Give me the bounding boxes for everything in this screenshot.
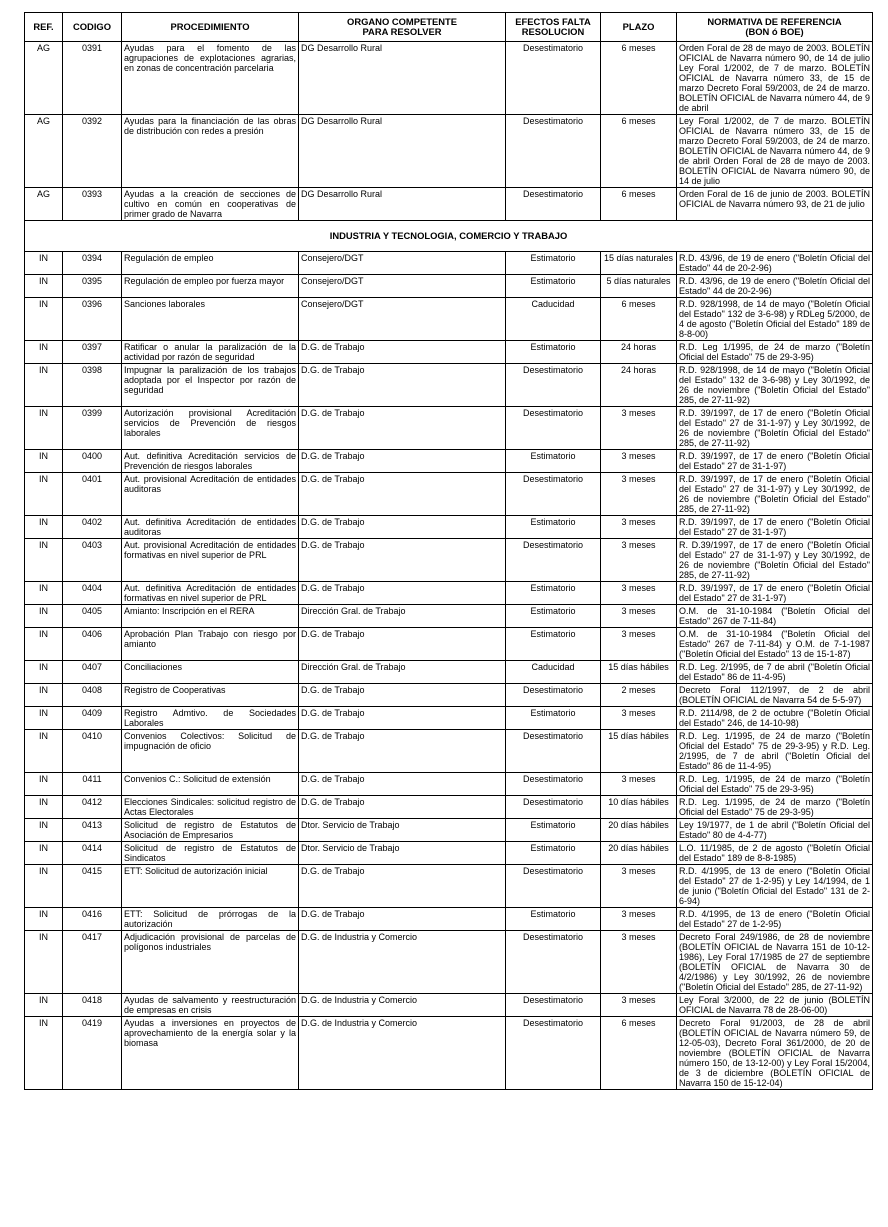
cell-normativa: O.M. de 31-10-1984 ("Boletín Oficial del Estado" 267 de 7-11-84) y O.M. de 7-1-1987 ("Boletín Oficial del Estado" 13 de 15-1-87) (677, 628, 873, 661)
cell-procedimiento: Ayudas a la creación de secciones de cultivo en común en cooperativas de primer grado de Navarra (122, 188, 299, 221)
table-row (25, 994, 873, 1017)
cell-ref: IN (25, 473, 63, 516)
header-ref: REF. (25, 13, 63, 42)
cell-normativa: R.D. 39/1997, de 17 de enero ("Boletín Oficial del Estado" 27 de 31-1-97) (677, 516, 873, 539)
cell-efectos: Estimatorio (506, 819, 601, 842)
table-row (25, 842, 873, 865)
cell-procedimiento: Ayudas de salvamento y reestructuración de empresas en crisis (122, 994, 299, 1017)
cell-organo: D.G. de Trabajo (299, 908, 506, 931)
cell-organo: D.G. de Industria y Comercio (299, 994, 506, 1017)
cell-organo: D.G. de Trabajo (299, 707, 506, 730)
cell-efectos: Estimatorio (506, 628, 601, 661)
cell-ref: IN (25, 407, 63, 450)
cell-normativa: O.M. de 31-10-1984 ("Boletín Oficial del Estado" 267 de 7-11-84) (677, 605, 873, 628)
cell-ref: IN (25, 773, 63, 796)
cell-procedimiento: Convenios C.: Solicitud de extensión (122, 773, 299, 796)
cell-normativa: Decreto Foral 91/2003, de 28 de abril (BOLETÍN OFICIAL de Navarra número 59, de 12-05-03), Decreto Foral 361/2000, de 20 de noviembre (BOLETÍN OFICIAL de Navarra número 150, de 13-12-00) y Ley Foral 15/2004, de 3 de diciembre (BOLETÍN OFICIAL de Navarra 150 de 15-12-04) (677, 1017, 873, 1090)
table-row (25, 516, 873, 539)
table-header-row (25, 13, 873, 42)
cell-procedimiento: Ayudas para el fomento de las agrupaciones de explotaciones agrarias, en zonas de concentración parcelaria (122, 42, 299, 115)
cell-normativa: Ley 19/1977, de 1 de abril ("Boletín Oficial del Estado" 80 de 4-4-77) (677, 819, 873, 842)
table-row (25, 628, 873, 661)
cell-plazo: 15 días hábiles (601, 730, 677, 773)
cell-organo: Dirección Gral. de Trabajo (299, 605, 506, 628)
cell-plazo: 3 meses (601, 773, 677, 796)
table-row (25, 188, 873, 221)
table-row (25, 773, 873, 796)
cell-codigo: 0406 (63, 628, 122, 661)
cell-organo: D.G. de Trabajo (299, 684, 506, 707)
cell-efectos: Estimatorio (506, 908, 601, 931)
cell-ref: IN (25, 364, 63, 407)
cell-efectos: Desestimatorio (506, 539, 601, 582)
cell-efectos: Estimatorio (506, 252, 601, 275)
cell-procedimiento: Registro de Cooperativas (122, 684, 299, 707)
cell-efectos: Estimatorio (506, 707, 601, 730)
procedures-table (24, 12, 873, 1090)
cell-plazo: 3 meses (601, 628, 677, 661)
cell-organo: D.G. de Trabajo (299, 341, 506, 364)
cell-organo: D.G. de Trabajo (299, 773, 506, 796)
cell-procedimiento: Ayudas a inversiones en proyectos de aprovechamiento de la energía solar y la biomasa (122, 1017, 299, 1090)
header-procedimiento: PROCEDIMIENTO (122, 13, 299, 42)
cell-normativa: Decreto Foral 112/1997, de 2 de abril (BOLETÍN OFICIAL de Navarra 54 de 5-5-97) (677, 684, 873, 707)
cell-codigo: 0407 (63, 661, 122, 684)
cell-organo: D.G. de Trabajo (299, 539, 506, 582)
cell-codigo: 0404 (63, 582, 122, 605)
cell-plazo: 15 días naturales (601, 252, 677, 275)
cell-organo: D.G. de Trabajo (299, 473, 506, 516)
cell-normativa: R.D. 39/1997, de 17 de enero ("Boletín Oficial del Estado" 27 de 31-1-97) (677, 450, 873, 473)
cell-plazo: 24 horas (601, 341, 677, 364)
table-row (25, 661, 873, 684)
table-row (25, 605, 873, 628)
cell-procedimiento: ETT: Solicitud de prórrogas de la autorización (122, 908, 299, 931)
cell-plazo: 6 meses (601, 115, 677, 188)
section-title: INDUSTRIA Y TECNOLOGIA, COMERCIO Y TRABAJO (25, 221, 873, 252)
cell-procedimiento: Conciliaciones (122, 661, 299, 684)
cell-ref: IN (25, 819, 63, 842)
cell-plazo: 5 días naturales (601, 275, 677, 298)
cell-plazo: 3 meses (601, 407, 677, 450)
table-row (25, 407, 873, 450)
cell-ref: IN (25, 582, 63, 605)
cell-efectos: Desestimatorio (506, 473, 601, 516)
cell-codigo: 0400 (63, 450, 122, 473)
cell-efectos: Desestimatorio (506, 1017, 601, 1090)
cell-organo: Dirección Gral. de Trabajo (299, 661, 506, 684)
table-row (25, 42, 873, 115)
cell-organo: D.G. de Trabajo (299, 364, 506, 407)
cell-procedimiento: Aut. provisional Acreditación de entidades auditoras (122, 473, 299, 516)
cell-normativa: Orden Foral de 28 de mayo de 2003. BOLETÍN OFICIAL de Navarra número 90, de 14 de julio Ley Foral 1/2002, de 7 de marzo. BOLETÍN OFICIAL de Navarra número 33, de 15 de marzo Decreto Foral 59/2003, de 24 de marzo. BOLETÍN OFICIAL de Navarra número 44, de 9 de abril (677, 42, 873, 115)
cell-organo: DG Desarrollo Rural (299, 42, 506, 115)
cell-efectos: Estimatorio (506, 842, 601, 865)
table-row (25, 707, 873, 730)
table-row (25, 684, 873, 707)
cell-normativa: R. D.39/1997, de 17 de enero ("Boletín Oficial del Estado" 27 de 31-1-97) y Ley 30/1992, de 26 de noviembre ("Boletín Oficial del Estado" 285, de 27-11-92) (677, 539, 873, 582)
document-page (24, 12, 872, 1090)
cell-procedimiento: Aut. definitiva Acreditación servicios de Prevención de riesgos laborales (122, 450, 299, 473)
table-row (25, 819, 873, 842)
table-row (25, 582, 873, 605)
cell-ref: IN (25, 605, 63, 628)
cell-organo: Dtor. Servicio de Trabajo (299, 819, 506, 842)
cell-procedimiento: Aut. definitiva Acreditación de entidades auditoras (122, 516, 299, 539)
cell-codigo: 0393 (63, 188, 122, 221)
cell-organo: DG Desarrollo Rural (299, 188, 506, 221)
cell-normativa: R.D. Leg. 2/1995, de 7 de abril ("Boletín Oficial del Estado" 86 de 11-4-95) (677, 661, 873, 684)
table-row (25, 473, 873, 516)
cell-plazo: 10 días hábiles (601, 796, 677, 819)
cell-plazo: 3 meses (601, 908, 677, 931)
cell-ref: AG (25, 115, 63, 188)
cell-plazo: 3 meses (601, 605, 677, 628)
cell-ref: IN (25, 684, 63, 707)
cell-normativa: R.D. Leg. 1/1995, de 24 de marzo ("Boletín Oficial del Estado" 75 de 29-3-95) (677, 796, 873, 819)
cell-normativa: Decreto Foral 249/1986, de 28 de noviembre (BOLETÍN OFICIAL de Navarra 151 de 10-12-1986), Ley Foral 17/1985 de 27 de septiembre (BOLETÍN OFICIAL de Navarra 30 de 4/2/1986) y Ley 30/1992, 26 de noviembre ("Boletín Oficial del Estado" 285, de 27-11-92) (677, 931, 873, 994)
cell-efectos: Caducidad (506, 298, 601, 341)
cell-procedimiento: Solicitud de registro de Estatutos de Sindicatos (122, 842, 299, 865)
cell-codigo: 0417 (63, 931, 122, 994)
cell-plazo: 20 días hábiles (601, 842, 677, 865)
cell-codigo: 0419 (63, 1017, 122, 1090)
header-efectos: EFECTOS FALTA RESOLUCION (506, 13, 601, 42)
header-organo: ORGANO COMPETENTE PARA RESOLVER (299, 13, 506, 42)
cell-codigo: 0415 (63, 865, 122, 908)
cell-organo: D.G. de Industria y Comercio (299, 1017, 506, 1090)
cell-plazo: 3 meses (601, 582, 677, 605)
cell-ref: IN (25, 252, 63, 275)
cell-plazo: 3 meses (601, 450, 677, 473)
cell-ref: IN (25, 298, 63, 341)
cell-procedimiento: Aut. definitiva Acreditación de entidades formativas en nivel superior de PRL (122, 582, 299, 605)
cell-plazo: 3 meses (601, 516, 677, 539)
cell-codigo: 0418 (63, 994, 122, 1017)
cell-procedimiento: Sanciones laborales (122, 298, 299, 341)
cell-organo: D.G. de Trabajo (299, 730, 506, 773)
cell-codigo: 0409 (63, 707, 122, 730)
cell-normativa: R.D. 39/1997, de 17 de enero ("Boletín Oficial del Estado" 27 de 31-1-97) y Ley 30/1992, de 26 de noviembre ("Boletín Oficial del Estado" 285, de 27-11-92) (677, 407, 873, 450)
cell-normativa: R.D. Leg. 1/1995, de 24 de marzo ("Boletín Oficial del Estado" 75 de 29-3-95) y R.D. Leg. 2/1995, de 7 de abril ("Boletín Oficial del Estado" 86 de 11-4-95) (677, 730, 873, 773)
table-row (25, 252, 873, 275)
cell-codigo: 0391 (63, 42, 122, 115)
cell-ref: AG (25, 42, 63, 115)
cell-codigo: 0399 (63, 407, 122, 450)
cell-organo: D.G. de Trabajo (299, 796, 506, 819)
cell-codigo: 0398 (63, 364, 122, 407)
table-row (25, 341, 873, 364)
cell-plazo: 24 horas (601, 364, 677, 407)
cell-ref: IN (25, 796, 63, 819)
cell-plazo: 6 meses (601, 1017, 677, 1090)
cell-codigo: 0416 (63, 908, 122, 931)
cell-ref: IN (25, 931, 63, 994)
cell-efectos: Desestimatorio (506, 684, 601, 707)
cell-procedimiento: ETT: Solicitud de autorización inicial (122, 865, 299, 908)
cell-codigo: 0394 (63, 252, 122, 275)
cell-efectos: Estimatorio (506, 341, 601, 364)
cell-plazo: 6 meses (601, 188, 677, 221)
cell-ref: IN (25, 730, 63, 773)
cell-plazo: 15 días hábiles (601, 661, 677, 684)
cell-codigo: 0414 (63, 842, 122, 865)
cell-ref: IN (25, 865, 63, 908)
cell-codigo: 0412 (63, 796, 122, 819)
cell-ref: IN (25, 842, 63, 865)
cell-procedimiento: Solicitud de registro de Estatutos de Asociación de Empresarios (122, 819, 299, 842)
cell-plazo: 3 meses (601, 473, 677, 516)
cell-normativa: R.D. 43/96, de 19 de enero ("Boletín Oficial del Estado" 44 de 20-2-96) (677, 252, 873, 275)
cell-organo: D.G. de Trabajo (299, 582, 506, 605)
cell-codigo: 0402 (63, 516, 122, 539)
cell-efectos: Desestimatorio (506, 364, 601, 407)
cell-normativa: R.D. 928/1998, de 14 de mayo ("Boletín Oficial del Estado" 132 de 3-6-98) y Ley 30/1992, de 26 de noviembre ("Boletín Oficial del Estado" 285, de 27-11-92) (677, 364, 873, 407)
cell-ref: IN (25, 450, 63, 473)
table-body-ag (25, 42, 873, 221)
cell-normativa: R.D. 928/1998, de 14 de mayo ("Boletín Oficial del Estado" 132 de 3-6-98) y RDLeg 5/2000, de 4 de agosto ("Boletín Oficial del Estado" 189 de 8-8-00) (677, 298, 873, 341)
table-body-in (25, 252, 873, 1090)
cell-procedimiento: Regulación de empleo (122, 252, 299, 275)
cell-codigo: 0392 (63, 115, 122, 188)
cell-ref: IN (25, 628, 63, 661)
header-plazo: PLAZO (601, 13, 677, 42)
cell-procedimiento: Impugnar la paralización de los trabajos adoptada por el Inspector por razón de seguridad (122, 364, 299, 407)
cell-ref: IN (25, 539, 63, 582)
header-normativa: NORMATIVA DE REFERENCIA (BON ó BOE) (677, 13, 873, 42)
cell-codigo: 0413 (63, 819, 122, 842)
cell-procedimiento: Amianto: Inscripción en el RERA (122, 605, 299, 628)
cell-efectos: Desestimatorio (506, 865, 601, 908)
table-row (25, 539, 873, 582)
table-row (25, 1017, 873, 1090)
cell-ref: IN (25, 661, 63, 684)
table-row (25, 364, 873, 407)
cell-codigo: 0401 (63, 473, 122, 516)
cell-efectos: Estimatorio (506, 582, 601, 605)
cell-organo: D.G. de Trabajo (299, 628, 506, 661)
cell-normativa: R.D. Leg. 1/1995, de 24 de marzo ("Boletín Oficial del Estado" 75 de 29-3-95) (677, 773, 873, 796)
cell-efectos: Desestimatorio (506, 773, 601, 796)
table-row (25, 115, 873, 188)
cell-organo: D.G. de Trabajo (299, 865, 506, 908)
cell-organo: D.G. de Trabajo (299, 407, 506, 450)
cell-normativa: R.D. 39/1997, de 17 de enero ("Boletín Oficial del Estado" 27 de 31-1-97) y Ley 30/1992, de 26 de noviembre ("Boletín Oficial del Estado" 285, de 27-11-92) (677, 473, 873, 516)
table-row (25, 931, 873, 994)
cell-procedimiento: Elecciones Sindicales: solicitud registro de Actas Electorales (122, 796, 299, 819)
cell-organo: Consejero/DGT (299, 252, 506, 275)
cell-efectos: Desestimatorio (506, 730, 601, 773)
cell-procedimiento: Registro Admtivo. de Sociedades Laborales (122, 707, 299, 730)
cell-efectos: Desestimatorio (506, 407, 601, 450)
cell-codigo: 0403 (63, 539, 122, 582)
cell-procedimiento: Convenios Colectivos: Solicitud de impugnación de oficio (122, 730, 299, 773)
cell-plazo: 3 meses (601, 707, 677, 730)
cell-normativa: R.D. 39/1997, de 17 de enero ("Boletín Oficial del Estado" 27 de 31-1-97) (677, 582, 873, 605)
table-row (25, 908, 873, 931)
cell-plazo: 3 meses (601, 539, 677, 582)
cell-normativa: Ley Foral 1/2002, de 7 de marzo. BOLETÍN OFICIAL de Navarra número 33, de 15 de marzo Decreto Foral 59/2003, de 24 de marzo. BOLETÍN OFICIAL de Navarra número 44, de 9 de abril Orden Foral de 28 de mayo de 2003. BOLETÍN OFICIAL de Navarra número 90, de 14 de julio (677, 115, 873, 188)
table-row (25, 730, 873, 773)
cell-plazo: 2 meses (601, 684, 677, 707)
cell-codigo: 0395 (63, 275, 122, 298)
cell-efectos: Estimatorio (506, 516, 601, 539)
section-row (25, 221, 873, 252)
header-codigo: CODIGO (63, 13, 122, 42)
cell-normativa: R.D. 4/1995, de 13 de enero ("Boletín Oficial del Estado" 27 de 1-2-95) y Ley 14/1994, de 1 de junio ("Boletín Oficial del Estado" 131 de 2-6-94) (677, 865, 873, 908)
cell-procedimiento: Aprobación Plan Trabajo con riesgo por amianto (122, 628, 299, 661)
cell-plazo: 3 meses (601, 865, 677, 908)
cell-normativa: L.O. 11/1985, de 2 de agosto ("Boletín Oficial del Estado" 189 de 8-8-1985) (677, 842, 873, 865)
cell-ref: IN (25, 994, 63, 1017)
cell-organo: DG Desarrollo Rural (299, 115, 506, 188)
cell-ref: IN (25, 341, 63, 364)
cell-plazo: 3 meses (601, 994, 677, 1017)
table-row (25, 450, 873, 473)
cell-ref: IN (25, 908, 63, 931)
cell-ref: IN (25, 516, 63, 539)
cell-normativa: R.D. 43/96, de 19 de enero ("Boletín Oficial del Estado" 44 de 20-2-96) (677, 275, 873, 298)
cell-organo: Consejero/DGT (299, 275, 506, 298)
section-block (25, 221, 873, 252)
cell-efectos: Desestimatorio (506, 188, 601, 221)
cell-efectos: Desestimatorio (506, 931, 601, 994)
cell-codigo: 0408 (63, 684, 122, 707)
cell-ref: AG (25, 188, 63, 221)
cell-procedimiento: Adjudicación provisional de parcelas de polígonos industriales (122, 931, 299, 994)
cell-efectos: Desestimatorio (506, 115, 601, 188)
cell-plazo: 3 meses (601, 931, 677, 994)
cell-normativa: Ley Foral 3/2000, de 22 de junio (BOLETÍN OFICIAL de Navarra 78 de 28-06-00) (677, 994, 873, 1017)
cell-efectos: Estimatorio (506, 450, 601, 473)
cell-normativa: R.D. 4/1995, de 13 de enero ("Boletín Oficial del Estado" 27 de 1-2-95) (677, 908, 873, 931)
cell-procedimiento: Ayudas para la financiación de las obras de distribución con redes a presión (122, 115, 299, 188)
cell-organo: D.G. de Industria y Comercio (299, 931, 506, 994)
cell-plazo: 20 días hábiles (601, 819, 677, 842)
cell-ref: IN (25, 275, 63, 298)
cell-organo: Consejero/DGT (299, 298, 506, 341)
cell-normativa: R.D. Leg 1/1995, de 24 de marzo ("Boletín Oficial del Estado" 75 de 29-3-95) (677, 341, 873, 364)
cell-normativa: Orden Foral de 16 de junio de 2003. BOLETÍN OFICIAL de Navarra número 93, de 21 de julio (677, 188, 873, 221)
cell-procedimiento: Autorización provisional Acreditación servicios de Prevención de riesgos laborales (122, 407, 299, 450)
cell-efectos: Estimatorio (506, 275, 601, 298)
cell-efectos: Caducidad (506, 661, 601, 684)
cell-efectos: Desestimatorio (506, 42, 601, 115)
cell-normativa: R.D. 2114/98, de 2 de octubre ("Boletín Oficial del Estado" 246, de 14-10-98) (677, 707, 873, 730)
cell-organo: D.G. de Trabajo (299, 516, 506, 539)
cell-efectos: Desestimatorio (506, 994, 601, 1017)
table-row (25, 298, 873, 341)
cell-organo: D.G. de Trabajo (299, 450, 506, 473)
cell-efectos: Estimatorio (506, 605, 601, 628)
cell-procedimiento: Regulación de empleo por fuerza mayor (122, 275, 299, 298)
table-row (25, 865, 873, 908)
cell-ref: IN (25, 707, 63, 730)
table-row (25, 275, 873, 298)
cell-plazo: 6 meses (601, 42, 677, 115)
cell-codigo: 0411 (63, 773, 122, 796)
cell-codigo: 0396 (63, 298, 122, 341)
cell-organo: Dtor. Servicio de Trabajo (299, 842, 506, 865)
cell-codigo: 0397 (63, 341, 122, 364)
cell-plazo: 6 meses (601, 298, 677, 341)
cell-procedimiento: Ratificar o anular la paralización de la actividad por razón de seguridad (122, 341, 299, 364)
cell-codigo: 0405 (63, 605, 122, 628)
cell-ref: IN (25, 1017, 63, 1090)
cell-codigo: 0410 (63, 730, 122, 773)
cell-procedimiento: Aut. provisional Acreditación de entidades formativas en nivel superior de PRL (122, 539, 299, 582)
cell-efectos: Desestimatorio (506, 796, 601, 819)
table-row (25, 796, 873, 819)
